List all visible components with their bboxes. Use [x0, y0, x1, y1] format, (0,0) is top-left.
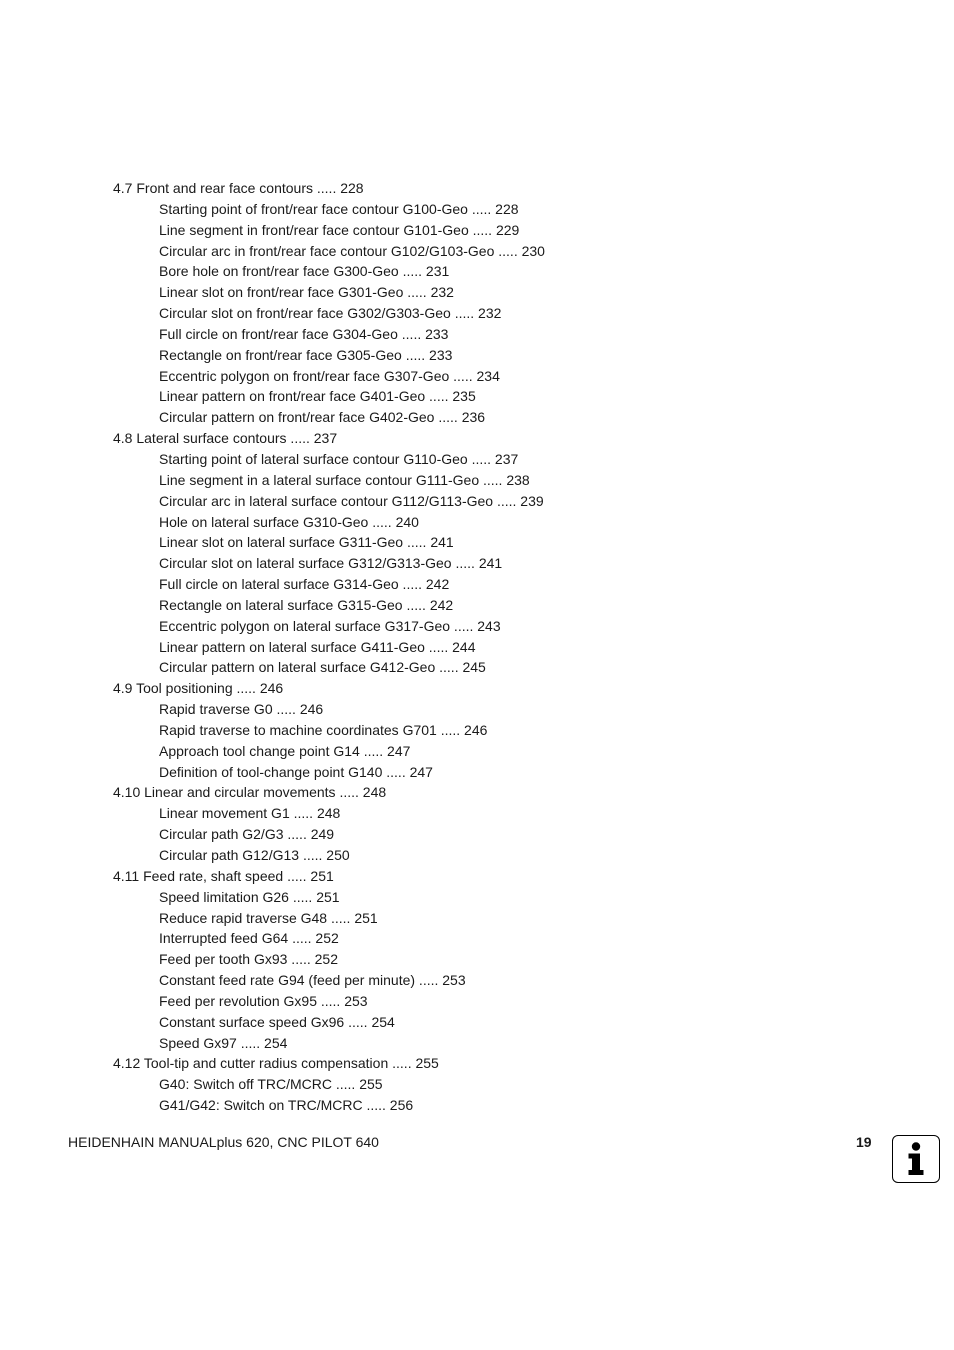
info-glyph [893, 1136, 938, 1181]
toc-subsection-entry[interactable]: Circular arc in front/rear face contour G102/G103-Geo ..... 230 [159, 242, 545, 259]
toc-subsection-entry[interactable]: Full circle on lateral surface G314-Geo ..... 242 [159, 576, 450, 593]
toc-subsection-entry[interactable]: Rapid traverse G0 ..... 246 [159, 701, 324, 718]
toc-subsection-entry[interactable]: Linear slot on front/rear face G301-Geo ..... 232 [159, 284, 454, 301]
toc-subsection-entry[interactable]: Approach tool change point G14 ..... 247 [159, 742, 411, 759]
toc-section-entry[interactable]: 4.8 Lateral surface contours ..... 237 [113, 430, 338, 447]
toc-subsection-entry[interactable]: Interrupted feed G64 ..... 252 [159, 930, 339, 947]
toc-subsection-entry[interactable]: Linear pattern on lateral surface G411-Geo ..... 244 [159, 638, 476, 655]
toc-subsection-entry[interactable]: G40: Switch off TRC/MCRC ..... 255 [159, 1076, 383, 1093]
table-of-contents [113, 178, 893, 1116]
toc-subsection-entry[interactable]: Line segment in a lateral surface contour G111-Geo ..... 238 [159, 471, 530, 488]
toc-subsection-entry[interactable]: Circular slot on lateral surface G312/G313-Geo ..... 241 [159, 555, 503, 572]
toc-subsection-entry[interactable]: Rectangle on front/rear face G305-Geo ..... 233 [159, 346, 453, 363]
toc-subsection-entry[interactable]: Starting point of lateral surface contour G110-Geo ..... 237 [159, 450, 519, 467]
toc-subsection-entry[interactable]: Starting point of front/rear face contour G100-Geo ..... 228 [159, 200, 519, 217]
toc-section-entry[interactable]: 4.10 Linear and circular movements ..... 248 [113, 784, 387, 801]
toc-subsection-entry[interactable]: Speed limitation G26 ..... 251 [159, 888, 340, 905]
toc-subsection-entry[interactable]: Reduce rapid traverse G48 ..... 251 [159, 909, 378, 926]
toc-subsection-entry[interactable]: Feed per tooth Gx93 ..... 252 [159, 951, 338, 968]
toc-subsection-entry[interactable]: Circular pattern on lateral surface G412-Geo ..... 245 [159, 659, 486, 676]
toc-subsection-entry[interactable]: Line segment in front/rear face contour G101-Geo ..... 229 [159, 221, 520, 238]
toc-subsection-entry[interactable]: Hole on lateral surface G310-Geo ..... 240 [159, 513, 419, 530]
toc-subsection-entry[interactable]: Feed per revolution Gx95 ..... 253 [159, 992, 368, 1009]
toc-section-entry[interactable]: 4.7 Front and rear face contours ..... 228 [113, 180, 364, 196]
toc-subsection-entry[interactable]: Circular slot on front/rear face G302/G303-Geo ..... 232 [159, 305, 502, 322]
toc-subsection-entry[interactable]: Linear pattern on front/rear face G401-Geo ..... 235 [159, 388, 476, 405]
toc-subsection-entry[interactable]: Bore hole on front/rear face G300-Geo ..... 231 [159, 263, 450, 280]
toc-section-entry[interactable]: 4.9 Tool positioning ..... 246 [113, 680, 284, 697]
info-icon [892, 1135, 940, 1183]
toc-subsection-entry[interactable]: Full circle on front/rear face G304-Geo ..... 233 [159, 325, 449, 342]
toc-subsection-entry[interactable]: Eccentric polygon on lateral surface G317-Geo ..... 243 [159, 617, 501, 634]
toc-subsection-entry[interactable]: Circular arc in lateral surface contour G112/G113-Geo ..... 239 [159, 492, 544, 509]
toc-section-entry[interactable]: 4.11 Feed rate, shaft speed ..... 251 [113, 867, 334, 884]
toc-section-entry[interactable]: 4.12 Tool-tip and cutter radius compensation ..... 255 [113, 1055, 439, 1072]
toc-subsection-entry[interactable]: Constant feed rate G94 (feed per minute) ..... 253 [159, 972, 466, 989]
toc-subsection-entry[interactable]: G41/G42: Switch on TRC/MCRC ..... 256 [159, 1097, 414, 1114]
toc-subsection-entry[interactable]: Eccentric polygon on front/rear face G307-Geo ..... 234 [159, 367, 500, 384]
toc-subsection-entry[interactable]: Circular path G12/G13 ..... 250 [159, 847, 350, 863]
toc-subsection-entry[interactable]: Linear movement G1 ..... 248 [159, 805, 341, 822]
toc-subsection-entry[interactable]: Linear slot on lateral surface G311-Geo ..... 241 [159, 534, 454, 551]
toc-subsection-entry[interactable]: Speed Gx97 ..... 254 [159, 1034, 288, 1051]
toc-subsection-entry[interactable]: Circular path G2/G3 ..... 249 [159, 826, 335, 843]
toc-subsection-entry[interactable]: Definition of tool-change point G140 ..... 247 [159, 763, 433, 780]
toc-subsection-entry[interactable]: Rectangle on lateral surface G315-Geo ..... 242 [159, 596, 454, 613]
toc-subsection-entry[interactable]: Constant surface speed Gx96 ..... 254 [159, 1013, 395, 1030]
toc-subsection-entry[interactable]: Circular pattern on front/rear face G402-Geo ..... 236 [159, 409, 486, 426]
footer-title: HEIDENHAIN MANUALplus 620, CNC PILOT 640 [68, 1134, 379, 1150]
toc-subsection-entry[interactable]: Rapid traverse to machine coordinates G701 ..... 246 [159, 721, 488, 738]
page-number: 19 [856, 1134, 872, 1150]
